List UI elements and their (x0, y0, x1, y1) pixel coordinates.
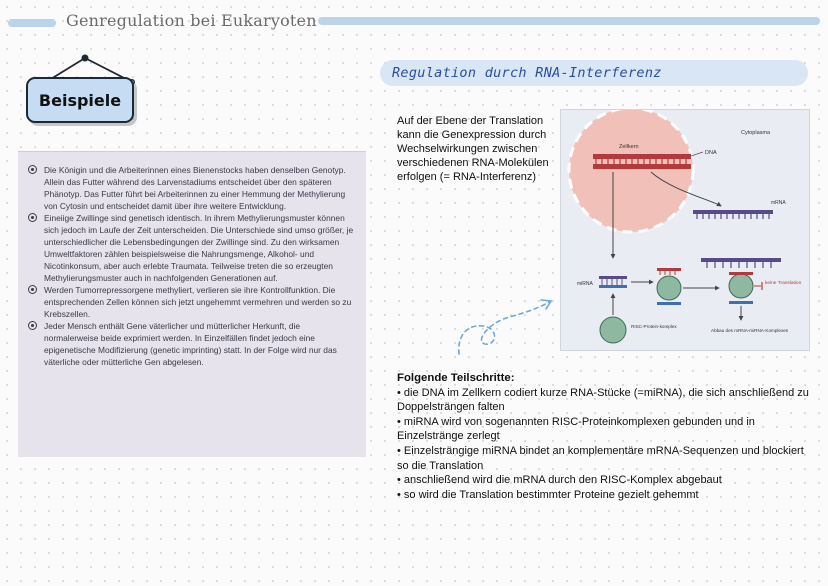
example-item: Die Königin und die Arbeiterinnen eines Bienenstocks haben denselben Genotyp. Allein das Futter während des Larvenstadiums entscheidet über den späteren Phänotyp. Das Futter führt bei Arbeiterinnen zu einer Hemmung der Methylierung von Cytosin und entscheidet damit über ihre weitere Entwicklung. (28, 164, 356, 212)
example-item: Eineiige Zwillinge sind genetisch identisch. In ihrem Methylierungsmuster können sich jedoch im Laufe der Zeit unterscheiden. Die Unterschiede sind umso größer, je unterschiedlicher die Lebensbedingungen der Zwillinge sind. Zu den wirksamen Umweltfaktoren zählen beispielsweise die Nahrungsmenge, Alkohol- und Nicotinkonsum, aber auch erlebte Traumata. Teilweise treten die so erzeugten Methylierungsmuster auch in nachfolgenden Generationen auf. (28, 212, 356, 284)
step-item: • die DNA im Zellkern codiert kurze RNA-Stücke (=miRNA), die sich anschließend zu Doppelsträngen falten (397, 386, 809, 414)
circle-bullet-icon (28, 285, 37, 294)
examples-photo (18, 151, 366, 457)
section-subtitle (380, 60, 808, 86)
examples-list (28, 164, 356, 368)
step-item: • anschließend wird die mRNA durch den RISC-Komplex abgebaut (397, 474, 722, 487)
examples-badge (26, 77, 134, 123)
circle-bullet-icon (28, 213, 37, 222)
title-decoration-left (8, 19, 56, 27)
page-title: Genregulation bei Eukaryoten (66, 11, 317, 30)
risc-label: RISC-Protein-komplex (631, 324, 677, 329)
mrna-label: mRNA (771, 200, 786, 206)
intro-text: Auf der Ebene der Translation kann die Genexpression durch Wechselwirkungen zwischen verschiedenen RNA-Molekülen erfolgen (= RNA-Interferenz) (397, 115, 549, 183)
examples-badge-label: Beispiele (38, 90, 122, 110)
rna-interference-diagram (560, 109, 810, 351)
cytoplasma-label: Cytoplasma (741, 130, 771, 136)
example-item: Werden Tumorrepressorgene methyliert, verlieren sie ihre Kontrollfunktion. Die entsprechenden Zellen können sich jetzt ungehemmt vermehren und werden so zu Krebszellen. (28, 284, 356, 320)
steps-list (397, 386, 817, 503)
keine-translation-label: keine Translation (765, 281, 802, 286)
section-subtitle-text: Regulation durch RNA-Interferenz (392, 65, 662, 81)
step-item: • Einzelsträngige miRNA bindet an komplementäre mRNA-Sequenzen und blockiert so die Translation (397, 444, 804, 472)
steps-section (397, 371, 817, 502)
abbau-label: Abbau des mRNA-miRNA-Komplexes (711, 328, 789, 333)
step-item: • so wird die Translation bestimmter Proteine gezielt gehemmt (397, 488, 699, 501)
step-item: • miRNA wird von sogenannten RISC-Proteinkomplexen gebunden und in Einzelstränge zerlegt (397, 415, 755, 443)
risc-complex (600, 317, 626, 343)
circle-bullet-icon (28, 165, 37, 174)
dna-label: DNA (705, 150, 717, 156)
curly-arrow-icon (453, 296, 557, 358)
diagram-graphic (561, 110, 811, 352)
example-item: Jeder Mensch enthält Gene väterlicher und mütterlicher Herkunft, die normalerweise beide exprimiert werden. In Einzelfällen findet jedoch eine epigenetische Modifizierung (genetic imprinting) statt. In der Folge wird nur das väterliche oder mütterliche Gen abgelesen. (28, 320, 356, 368)
dna-strand-top (593, 154, 691, 159)
steps-heading: Folgende Teilschritte: (397, 372, 515, 384)
title-decoration-right (318, 17, 820, 25)
zellkern-label: Zellkern (619, 144, 639, 150)
mrna-strand (693, 210, 773, 214)
circle-bullet-icon (28, 321, 37, 330)
mirna-label: miRNA (577, 281, 593, 287)
dna-strand-bottom (593, 164, 691, 169)
